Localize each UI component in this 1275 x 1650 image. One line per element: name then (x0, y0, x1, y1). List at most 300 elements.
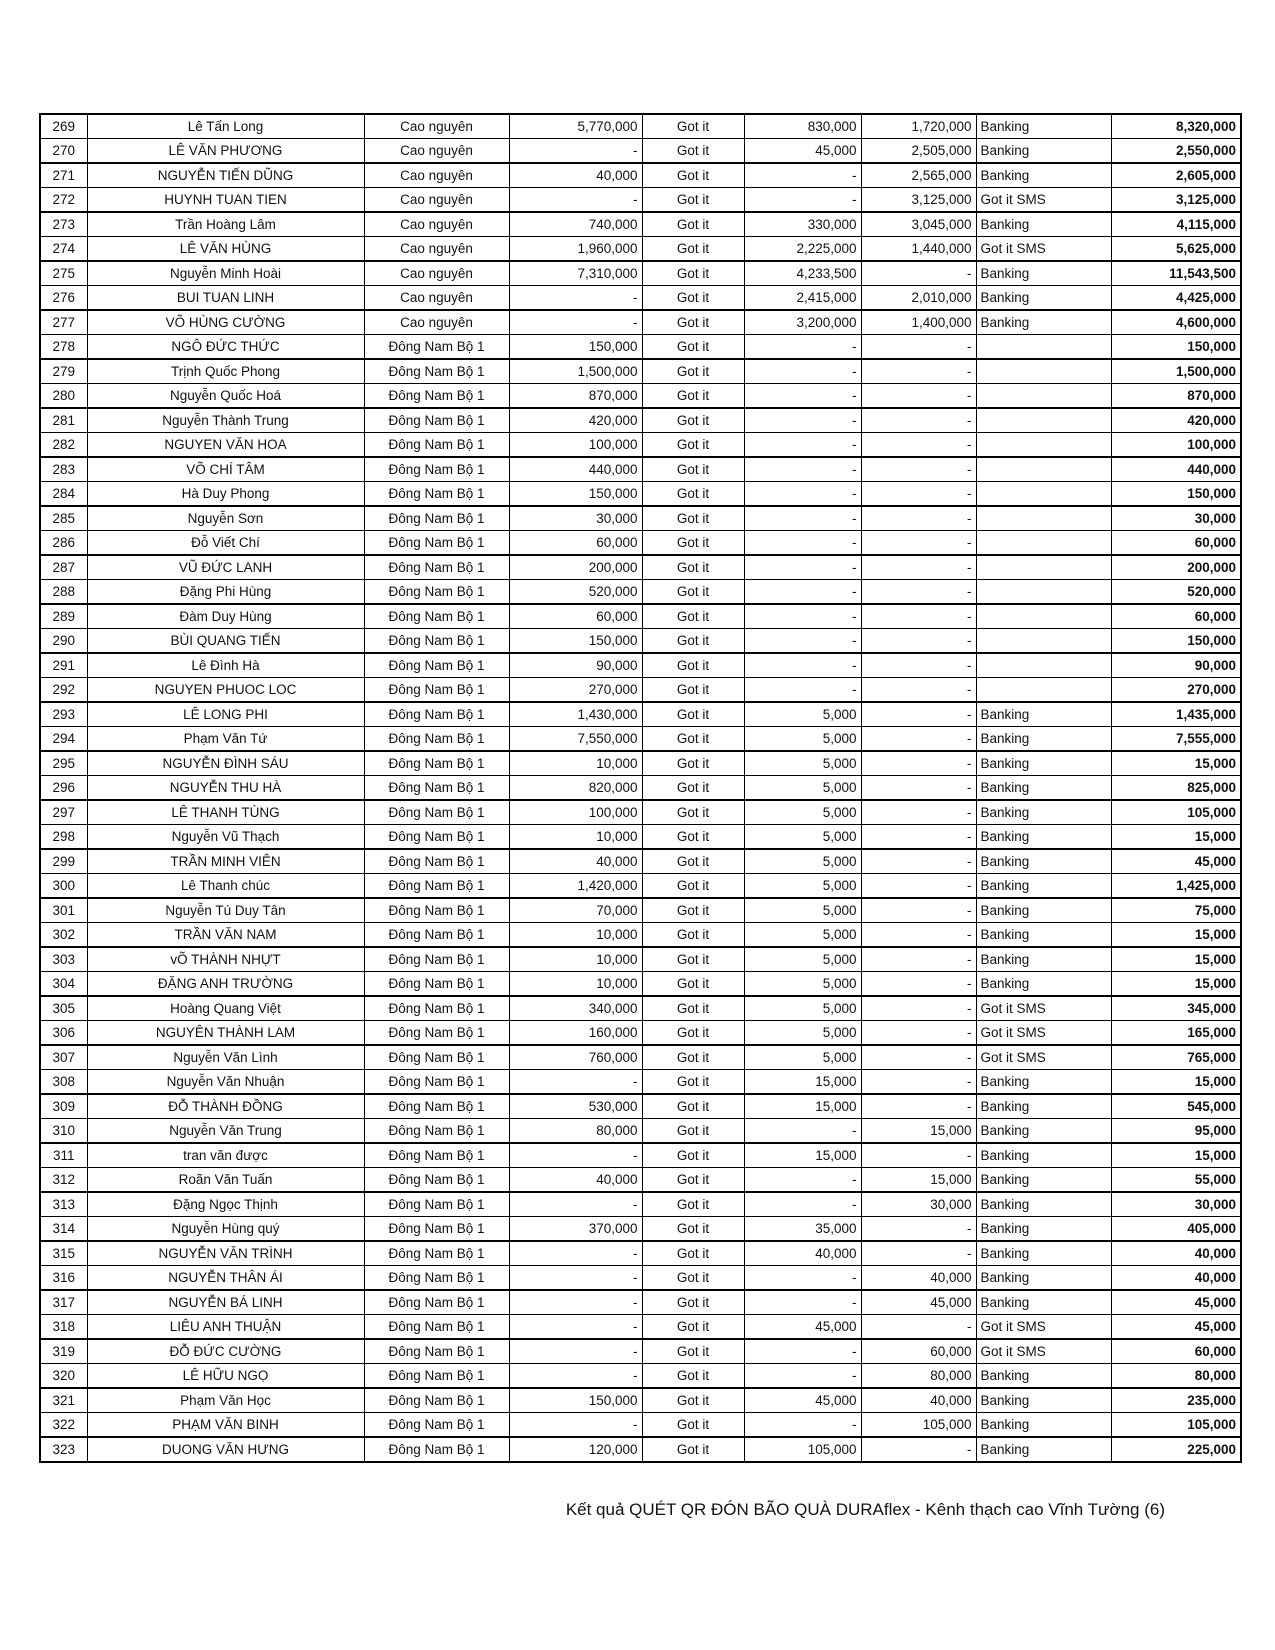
cell-bonus-amount-1: 5,000 (744, 923, 861, 948)
cell-gotit-amount: 7,550,000 (509, 727, 642, 752)
cell-total: 870,000 (1111, 384, 1241, 409)
table-row (40, 531, 1241, 556)
table-row (40, 1094, 1241, 1119)
cell-gotit-status: Got it (642, 114, 744, 139)
cell-region: Đông Nam Bộ 1 (364, 457, 509, 482)
cell-no: 279 (40, 359, 87, 384)
table-row (40, 1364, 1241, 1389)
cell-bonus-amount-1: - (744, 653, 861, 678)
cell-total: 270,000 (1111, 678, 1241, 703)
cell-name: Trần Hoàng Lâm (87, 212, 364, 237)
cell-gotit-amount: 120,000 (509, 1437, 642, 1462)
cell-gotit-status: Got it (642, 702, 744, 727)
cell-bonus-amount-1: 5,000 (744, 727, 861, 752)
table-row (40, 800, 1241, 825)
cell-total: 765,000 (1111, 1045, 1241, 1070)
cell-region: Đông Nam Bộ 1 (364, 1290, 509, 1315)
cell-total: 15,000 (1111, 825, 1241, 850)
cell-bonus-amount-1: - (744, 629, 861, 654)
cell-bonus-amount-1: - (744, 1413, 861, 1438)
cell-bonus-amount-2: - (861, 261, 976, 286)
cell-bonus-amount-1: 5,000 (744, 996, 861, 1021)
cell-gotit-amount: - (509, 1364, 642, 1389)
table-row (40, 1021, 1241, 1046)
cell-gotit-amount: 10,000 (509, 972, 642, 997)
cell-name: Đàm Duy Hùng (87, 604, 364, 629)
cell-gotit-status: Got it (642, 1021, 744, 1046)
cell-name: NGUYỄN TIẾN DŨNG (87, 163, 364, 188)
cell-bonus-amount-2: - (861, 1070, 976, 1095)
cell-region: Đông Nam Bộ 1 (364, 384, 509, 409)
cell-no: 295 (40, 751, 87, 776)
cell-no: 319 (40, 1339, 87, 1364)
cell-no: 280 (40, 384, 87, 409)
cell-payment-channel: Banking (976, 800, 1111, 825)
cell-bonus-amount-1: - (744, 408, 861, 433)
cell-region: Đông Nam Bộ 1 (364, 408, 509, 433)
cell-payment-channel: Banking (976, 1119, 1111, 1144)
cell-no: 275 (40, 261, 87, 286)
table-row (40, 1143, 1241, 1168)
cell-name: NGUYỄN THU HÀ (87, 776, 364, 801)
cell-region: Đông Nam Bộ 1 (364, 849, 509, 874)
cell-region: Đông Nam Bộ 1 (364, 531, 509, 556)
cell-bonus-amount-1: 5,000 (744, 751, 861, 776)
cell-no: 318 (40, 1315, 87, 1340)
cell-total: 15,000 (1111, 1143, 1241, 1168)
cell-bonus-amount-2: - (861, 433, 976, 458)
cell-gotit-status: Got it (642, 384, 744, 409)
cell-name: ĐẶNG ANH TRƯỜNG (87, 972, 364, 997)
cell-bonus-amount-1: - (744, 1364, 861, 1389)
cell-bonus-amount-2: 2,010,000 (861, 286, 976, 311)
cell-name: Nguyễn Sơn (87, 506, 364, 531)
cell-region: Đông Nam Bộ 1 (364, 1388, 509, 1413)
cell-payment-channel: Banking (976, 212, 1111, 237)
cell-payment-channel: Got it SMS (976, 237, 1111, 262)
table-row (40, 163, 1241, 188)
cell-gotit-amount: 150,000 (509, 482, 642, 507)
cell-name: Nguyễn Tú Duy Tân (87, 898, 364, 923)
cell-name: DUONG VĂN HƯNG (87, 1437, 364, 1462)
cell-bonus-amount-1: - (744, 580, 861, 605)
cell-no: 284 (40, 482, 87, 507)
cell-no: 321 (40, 1388, 87, 1413)
table-row (40, 1168, 1241, 1193)
cell-bonus-amount-2: - (861, 898, 976, 923)
cell-gotit-amount: 1,500,000 (509, 359, 642, 384)
cell-bonus-amount-1: 105,000 (744, 1437, 861, 1462)
cell-gotit-status: Got it (642, 457, 744, 482)
cell-bonus-amount-2: - (861, 800, 976, 825)
cell-total: 15,000 (1111, 1070, 1241, 1095)
cell-payment-channel: Banking (976, 286, 1111, 311)
cell-region: Đông Nam Bộ 1 (364, 1143, 509, 1168)
cell-gotit-status: Got it (642, 923, 744, 948)
cell-name: NGUYỄN VĂN TRÌNH (87, 1241, 364, 1266)
cell-payment-channel: Banking (976, 825, 1111, 850)
cell-payment-channel: Banking (976, 1413, 1111, 1438)
cell-region: Đông Nam Bộ 1 (364, 702, 509, 727)
cell-total: 30,000 (1111, 506, 1241, 531)
cell-gotit-amount: - (509, 286, 642, 311)
cell-payment-channel (976, 506, 1111, 531)
cell-no: 305 (40, 996, 87, 1021)
cell-payment-channel: Banking (976, 947, 1111, 972)
cell-no: 293 (40, 702, 87, 727)
cell-total: 405,000 (1111, 1217, 1241, 1242)
cell-bonus-amount-1: 5,000 (744, 1045, 861, 1070)
cell-bonus-amount-1: 2,415,000 (744, 286, 861, 311)
table-row (40, 1192, 1241, 1217)
cell-payment-channel: Banking (976, 1290, 1111, 1315)
results-table (39, 113, 1242, 1463)
cell-bonus-amount-1: 45,000 (744, 139, 861, 164)
table-row (40, 580, 1241, 605)
cell-name: vÕ THÀNH NHỰT (87, 947, 364, 972)
cell-bonus-amount-1: - (744, 384, 861, 409)
cell-gotit-status: Got it (642, 286, 744, 311)
cell-name: NGÔ ĐỨC THỨC (87, 335, 364, 360)
cell-payment-channel: Banking (976, 972, 1111, 997)
cell-no: 313 (40, 1192, 87, 1217)
cell-gotit-status: Got it (642, 751, 744, 776)
cell-gotit-status: Got it (642, 800, 744, 825)
cell-payment-channel: Banking (976, 1388, 1111, 1413)
cell-bonus-amount-2: - (861, 604, 976, 629)
cell-gotit-status: Got it (642, 1045, 744, 1070)
cell-gotit-amount: - (509, 1241, 642, 1266)
cell-no: 306 (40, 1021, 87, 1046)
cell-payment-channel: Banking (976, 1094, 1111, 1119)
cell-no: 309 (40, 1094, 87, 1119)
cell-total: 3,125,000 (1111, 188, 1241, 213)
cell-no: 303 (40, 947, 87, 972)
cell-bonus-amount-2: - (861, 629, 976, 654)
table-row (40, 678, 1241, 703)
cell-bonus-amount-2: 1,720,000 (861, 114, 976, 139)
cell-region: Đông Nam Bộ 1 (364, 898, 509, 923)
cell-gotit-amount: - (509, 188, 642, 213)
cell-gotit-amount: 150,000 (509, 629, 642, 654)
cell-name: Nguyễn Văn Trung (87, 1119, 364, 1144)
cell-name: LÊ HỮU NGỌ (87, 1364, 364, 1389)
cell-gotit-amount: - (509, 1266, 642, 1291)
cell-bonus-amount-1: 5,000 (744, 776, 861, 801)
cell-bonus-amount-2: - (861, 751, 976, 776)
cell-region: Cao nguyên (364, 212, 509, 237)
cell-gotit-amount: 1,960,000 (509, 237, 642, 262)
cell-bonus-amount-2: - (861, 678, 976, 703)
cell-total: 100,000 (1111, 433, 1241, 458)
cell-region: Đông Nam Bộ 1 (364, 1070, 509, 1095)
cell-no: 307 (40, 1045, 87, 1070)
cell-gotit-amount: 5,770,000 (509, 114, 642, 139)
cell-bonus-amount-2: - (861, 482, 976, 507)
table-row (40, 825, 1241, 850)
cell-gotit-amount: 870,000 (509, 384, 642, 409)
cell-gotit-amount: 340,000 (509, 996, 642, 1021)
table-row (40, 1241, 1241, 1266)
cell-bonus-amount-2: - (861, 555, 976, 580)
cell-gotit-status: Got it (642, 1315, 744, 1340)
results-table-body (40, 114, 1241, 1462)
cell-bonus-amount-1: 45,000 (744, 1315, 861, 1340)
cell-name: Hoàng Quang Việt (87, 996, 364, 1021)
cell-region: Cao nguyên (364, 163, 509, 188)
cell-gotit-status: Got it (642, 1266, 744, 1291)
cell-bonus-amount-1: - (744, 1266, 861, 1291)
cell-region: Đông Nam Bộ 1 (364, 1315, 509, 1340)
cell-bonus-amount-2: - (861, 384, 976, 409)
cell-name: BÙI QUANG TIẾN (87, 629, 364, 654)
cell-gotit-amount: - (509, 1192, 642, 1217)
table-row (40, 898, 1241, 923)
cell-region: Đông Nam Bộ 1 (364, 482, 509, 507)
cell-bonus-amount-2: - (861, 923, 976, 948)
cell-total: 545,000 (1111, 1094, 1241, 1119)
cell-gotit-amount: 40,000 (509, 849, 642, 874)
cell-name: Đặng Phi Hùng (87, 580, 364, 605)
cell-payment-channel: Banking (976, 727, 1111, 752)
cell-no: 271 (40, 163, 87, 188)
cell-no: 276 (40, 286, 87, 311)
cell-region: Đông Nam Bộ 1 (364, 825, 509, 850)
cell-name: tran văn được (87, 1143, 364, 1168)
cell-bonus-amount-2: - (861, 335, 976, 360)
cell-bonus-amount-2: - (861, 531, 976, 556)
cell-bonus-amount-2: 2,505,000 (861, 139, 976, 164)
table-row (40, 1315, 1241, 1340)
cell-gotit-status: Got it (642, 825, 744, 850)
cell-bonus-amount-2: 60,000 (861, 1339, 976, 1364)
table-row (40, 139, 1241, 164)
cell-payment-channel: Got it SMS (976, 996, 1111, 1021)
cell-payment-channel: Got it SMS (976, 188, 1111, 213)
cell-total: 11,543,500 (1111, 261, 1241, 286)
cell-no: 273 (40, 212, 87, 237)
cell-name: LÊ THANH TÙNG (87, 800, 364, 825)
cell-total: 1,425,000 (1111, 874, 1241, 899)
cell-gotit-amount: 440,000 (509, 457, 642, 482)
cell-no: 288 (40, 580, 87, 605)
cell-payment-channel: Banking (976, 1168, 1111, 1193)
cell-no: 277 (40, 310, 87, 335)
cell-bonus-amount-2: - (861, 1143, 976, 1168)
cell-region: Đông Nam Bộ 1 (364, 1168, 509, 1193)
cell-total: 15,000 (1111, 923, 1241, 948)
cell-bonus-amount-2: 80,000 (861, 1364, 976, 1389)
cell-bonus-amount-1: 35,000 (744, 1217, 861, 1242)
cell-bonus-amount-1: 4,233,500 (744, 261, 861, 286)
cell-gotit-status: Got it (642, 678, 744, 703)
cell-no: 296 (40, 776, 87, 801)
table-row (40, 286, 1241, 311)
cell-bonus-amount-1: 3,200,000 (744, 310, 861, 335)
cell-gotit-amount: 10,000 (509, 825, 642, 850)
cell-name: LIÊU ANH THUẬN (87, 1315, 364, 1340)
cell-bonus-amount-2: 3,125,000 (861, 188, 976, 213)
cell-bonus-amount-1: 5,000 (744, 849, 861, 874)
cell-region: Đông Nam Bộ 1 (364, 1045, 509, 1070)
cell-gotit-status: Got it (642, 947, 744, 972)
cell-total: 235,000 (1111, 1388, 1241, 1413)
cell-gotit-status: Got it (642, 849, 744, 874)
cell-no: 300 (40, 874, 87, 899)
cell-gotit-amount: 10,000 (509, 947, 642, 972)
cell-no: 304 (40, 972, 87, 997)
cell-payment-channel (976, 629, 1111, 654)
cell-no: 302 (40, 923, 87, 948)
cell-payment-channel: Banking (976, 310, 1111, 335)
cell-total: 420,000 (1111, 408, 1241, 433)
table-row (40, 727, 1241, 752)
cell-total: 1,435,000 (1111, 702, 1241, 727)
cell-region: Cao nguyên (364, 139, 509, 164)
cell-gotit-amount: 100,000 (509, 800, 642, 825)
cell-payment-channel (976, 482, 1111, 507)
cell-no: 320 (40, 1364, 87, 1389)
cell-gotit-amount: - (509, 310, 642, 335)
cell-no: 298 (40, 825, 87, 850)
cell-name: NGUYEN VĂN HOA (87, 433, 364, 458)
cell-gotit-status: Got it (642, 555, 744, 580)
cell-bonus-amount-2: 105,000 (861, 1413, 976, 1438)
cell-bonus-amount-2: - (861, 947, 976, 972)
cell-bonus-amount-1: 5,000 (744, 972, 861, 997)
cell-payment-channel: Banking (976, 1437, 1111, 1462)
cell-payment-channel (976, 678, 1111, 703)
cell-total: 55,000 (1111, 1168, 1241, 1193)
cell-payment-channel: Got it SMS (976, 1021, 1111, 1046)
cell-total: 200,000 (1111, 555, 1241, 580)
cell-total: 1,500,000 (1111, 359, 1241, 384)
cell-gotit-amount: 520,000 (509, 580, 642, 605)
cell-total: 150,000 (1111, 482, 1241, 507)
cell-name: TRẦN MINH VIÊN (87, 849, 364, 874)
cell-gotit-amount: 30,000 (509, 506, 642, 531)
cell-payment-channel (976, 433, 1111, 458)
cell-bonus-amount-1: - (744, 188, 861, 213)
cell-bonus-amount-1: 5,000 (744, 1021, 861, 1046)
cell-gotit-status: Got it (642, 506, 744, 531)
cell-gotit-status: Got it (642, 212, 744, 237)
table-row (40, 482, 1241, 507)
cell-payment-channel (976, 653, 1111, 678)
cell-no: 282 (40, 433, 87, 458)
cell-no: 270 (40, 139, 87, 164)
cell-bonus-amount-1: 15,000 (744, 1143, 861, 1168)
cell-bonus-amount-2: 15,000 (861, 1119, 976, 1144)
cell-total: 30,000 (1111, 1192, 1241, 1217)
cell-total: 75,000 (1111, 898, 1241, 923)
cell-gotit-amount: - (509, 1413, 642, 1438)
cell-gotit-amount: 740,000 (509, 212, 642, 237)
cell-total: 7,555,000 (1111, 727, 1241, 752)
cell-gotit-status: Got it (642, 1119, 744, 1144)
cell-gotit-status: Got it (642, 604, 744, 629)
cell-name: Nguyễn Hùng quý (87, 1217, 364, 1242)
cell-region: Đông Nam Bộ 1 (364, 1266, 509, 1291)
cell-gotit-amount: 90,000 (509, 653, 642, 678)
footer-caption: Kết quả QUÉT QR ĐÓN BÃO QUÀ DURAflex - Kênh thạch cao Vĩnh Tường (6) (565, 1500, 1165, 1519)
table-row (40, 1119, 1241, 1144)
cell-payment-channel: Banking (976, 702, 1111, 727)
cell-region: Đông Nam Bộ 1 (364, 923, 509, 948)
table-row (40, 433, 1241, 458)
cell-gotit-status: Got it (642, 1094, 744, 1119)
cell-total: 60,000 (1111, 531, 1241, 556)
cell-name: ĐỖ ĐỨC CƯỜNG (87, 1339, 364, 1364)
table-row (40, 359, 1241, 384)
cell-no: 301 (40, 898, 87, 923)
cell-region: Đông Nam Bộ 1 (364, 359, 509, 384)
cell-total: 2,605,000 (1111, 163, 1241, 188)
cell-gotit-status: Got it (642, 1364, 744, 1389)
cell-gotit-amount: 1,430,000 (509, 702, 642, 727)
table-row (40, 1413, 1241, 1438)
table-row (40, 874, 1241, 899)
cell-gotit-amount: 100,000 (509, 433, 642, 458)
cell-gotit-amount: - (509, 1315, 642, 1340)
cell-no: 281 (40, 408, 87, 433)
cell-total: 225,000 (1111, 1437, 1241, 1462)
cell-total: 15,000 (1111, 947, 1241, 972)
cell-bonus-amount-2: - (861, 1094, 976, 1119)
cell-bonus-amount-1: 5,000 (744, 898, 861, 923)
cell-no: 269 (40, 114, 87, 139)
cell-payment-channel: Banking (976, 898, 1111, 923)
cell-bonus-amount-1: 5,000 (744, 947, 861, 972)
cell-bonus-amount-2: - (861, 653, 976, 678)
cell-total: 45,000 (1111, 1315, 1241, 1340)
cell-no: 323 (40, 1437, 87, 1462)
cell-gotit-status: Got it (642, 1217, 744, 1242)
cell-total: 4,115,000 (1111, 212, 1241, 237)
cell-bonus-amount-1: - (744, 482, 861, 507)
cell-bonus-amount-2: - (861, 972, 976, 997)
table-row (40, 506, 1241, 531)
cell-region: Đông Nam Bộ 1 (364, 1192, 509, 1217)
cell-region: Đông Nam Bộ 1 (364, 653, 509, 678)
cell-gotit-status: Got it (642, 629, 744, 654)
cell-bonus-amount-2: - (861, 727, 976, 752)
cell-region: Đông Nam Bộ 1 (364, 947, 509, 972)
cell-region: Cao nguyên (364, 188, 509, 213)
table-row (40, 1437, 1241, 1462)
table-row (40, 1388, 1241, 1413)
cell-bonus-amount-1: 15,000 (744, 1070, 861, 1095)
cell-region: Cao nguyên (364, 261, 509, 286)
cell-gotit-status: Got it (642, 727, 744, 752)
cell-name: LÊ VĂN PHƯƠNG (87, 139, 364, 164)
cell-gotit-amount: 60,000 (509, 604, 642, 629)
cell-gotit-status: Got it (642, 310, 744, 335)
cell-gotit-status: Got it (642, 139, 744, 164)
cell-total: 2,550,000 (1111, 139, 1241, 164)
cell-bonus-amount-1: - (744, 1119, 861, 1144)
cell-payment-channel: Got it SMS (976, 1045, 1111, 1070)
cell-gotit-amount: 80,000 (509, 1119, 642, 1144)
cell-bonus-amount-1: 5,000 (744, 702, 861, 727)
table-row (40, 457, 1241, 482)
cell-payment-channel (976, 335, 1111, 360)
cell-payment-channel: Banking (976, 1143, 1111, 1168)
cell-region: Đông Nam Bộ 1 (364, 604, 509, 629)
cell-gotit-status: Got it (642, 359, 744, 384)
cell-region: Đông Nam Bộ 1 (364, 996, 509, 1021)
table-row (40, 653, 1241, 678)
